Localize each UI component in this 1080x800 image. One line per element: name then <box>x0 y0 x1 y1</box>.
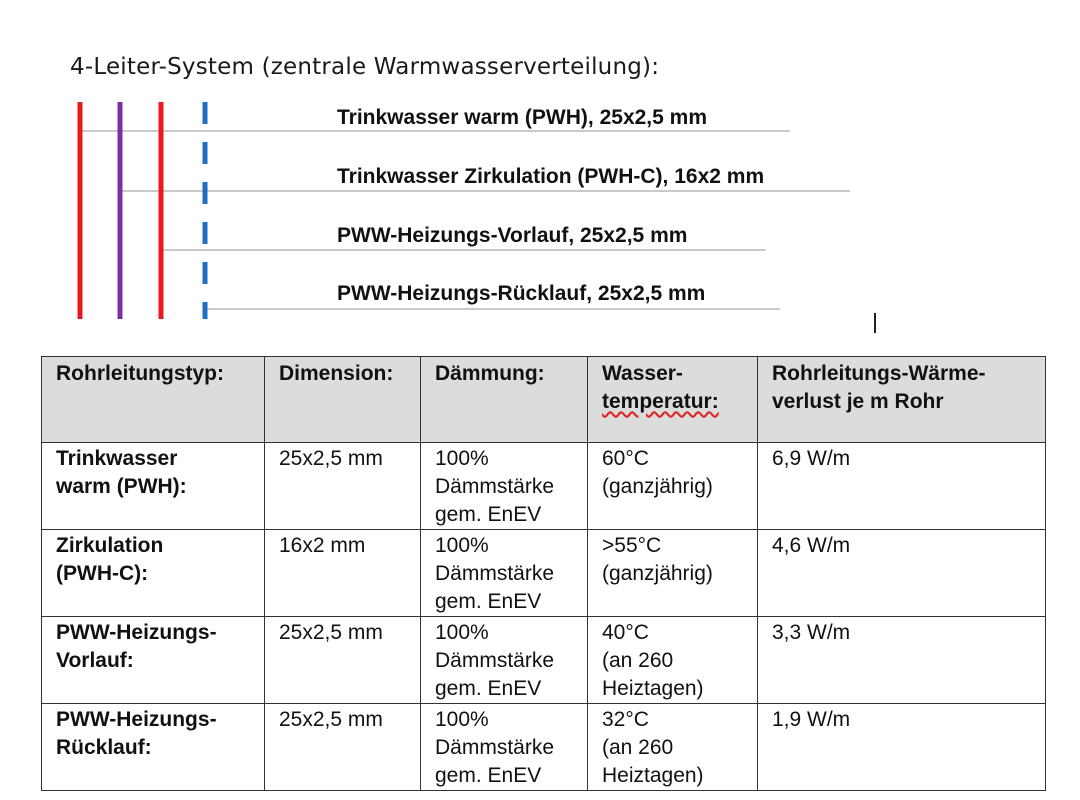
pipe-label-vorlauf: PWW-Heizungs-Vorlauf, 25x2,5 mm <box>337 224 688 247</box>
cell-waermeverlust: 3,3 W/m <box>758 617 1046 704</box>
header-dimension: Dimension: <box>265 357 421 443</box>
pipe-label-pwh-c: Trinkwasser Zirkulation (PWH-C), 16x2 mm <box>337 165 765 188</box>
cell-type: PWW-Heizungs- Rücklauf: <box>42 704 265 791</box>
cell-waermeverlust: 1,9 W/m <box>758 704 1046 791</box>
cell-daemmung: 100% Dämmstärke gem. EnEV <box>421 530 588 617</box>
cell-type: Zirkulation (PWH-C): <box>42 530 265 617</box>
diagram-title: 4-Leiter-System (zentrale Warmwasserverteilung): <box>70 54 660 80</box>
cell-waermeverlust: 4,6 W/m <box>758 530 1046 617</box>
header-waermeverlust: Rohrleitungs-Wärme- verlust je m Rohr <box>758 357 1046 443</box>
header-wassertemperatur <box>588 357 758 443</box>
pipe-label-ruecklauf: PWW-Heizungs-Rücklauf, 25x2,5 mm <box>337 282 706 305</box>
header-daemmung: Dämmung: <box>421 357 588 443</box>
cell-temperatur: 60°C (ganzjährig) <box>588 443 758 530</box>
table-row <box>42 617 1046 704</box>
text-cursor <box>874 313 876 333</box>
spellcheck-underline: temperatur: <box>602 390 719 413</box>
cell-temperatur: 32°C (an 260 Heiztagen) <box>588 704 758 791</box>
cell-temperatur: 40°C (an 260 Heiztagen) <box>588 617 758 704</box>
pipe-heat-loss-table <box>41 356 1046 791</box>
table-row <box>42 704 1046 791</box>
pipe-label-pwh: Trinkwasser warm (PWH), 25x2,5 mm <box>337 106 707 129</box>
table-row <box>42 443 1046 530</box>
cell-daemmung: 100% Dämmstärke gem. EnEV <box>421 617 588 704</box>
cell-daemmung: 100% Dämmstärke gem. EnEV <box>421 704 588 791</box>
cell-waermeverlust: 6,9 W/m <box>758 443 1046 530</box>
cell-daemmung: 100% Dämmstärke gem. EnEV <box>421 443 588 530</box>
cell-dimension: 25x2,5 mm <box>265 617 421 704</box>
cell-temperatur: >55°C (ganzjährig) <box>588 530 758 617</box>
cell-dimension: 25x2,5 mm <box>265 443 421 530</box>
cell-type: Trinkwasser warm (PWH): <box>42 443 265 530</box>
table-row <box>42 530 1046 617</box>
cell-type: PWW-Heizungs- Vorlauf: <box>42 617 265 704</box>
header-wassertemperatur-text: Wasser- temperatur: <box>602 362 719 413</box>
header-rohrleitungstyp: Rohrleitungstyp: <box>42 357 265 443</box>
cell-dimension: 25x2,5 mm <box>265 704 421 791</box>
cell-dimension: 16x2 mm <box>265 530 421 617</box>
table-header-row <box>42 357 1046 443</box>
